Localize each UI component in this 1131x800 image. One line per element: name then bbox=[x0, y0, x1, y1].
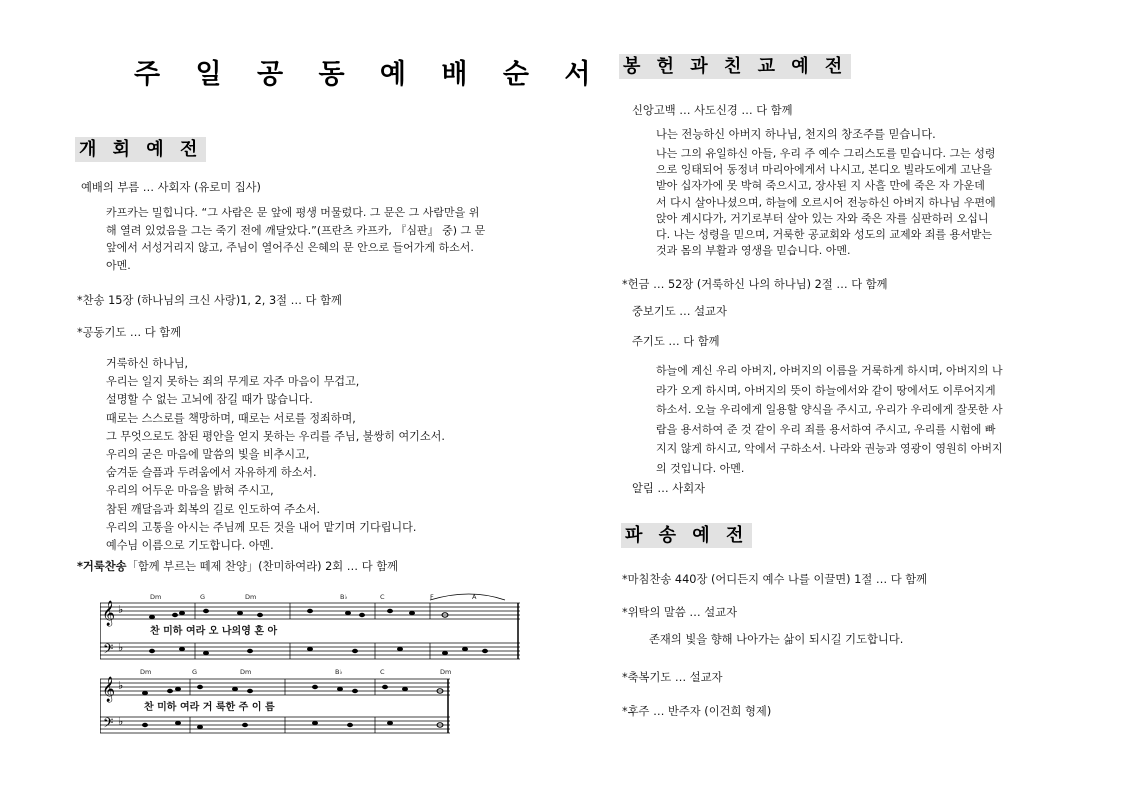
lyrics-line: 찬 미하 여라 거 룩한 주 이 름 bbox=[144, 702, 275, 713]
creed-first-line: 나는 전능하신 아버지 하나님, 천지의 창조주를 믿습니다. bbox=[656, 128, 936, 141]
chord-label: Dm bbox=[150, 593, 162, 601]
treble-clef-icon: 𝄞 bbox=[102, 601, 116, 626]
call-line: 앞에서 서성거리지 않고, 주님이 열어주신 은혜의 문 안으로 들어가게 하소서. bbox=[106, 241, 474, 254]
offering-hymn-line: *헌금 … 52장 (거룩하신 나의 하나님) 2절 … 다 함께 bbox=[622, 278, 888, 291]
hymn-line: *찬송 15장 (하나님의 크신 사랑)1, 2, 3절 … 다 함께 bbox=[77, 294, 342, 307]
chord-label: Dm bbox=[440, 668, 452, 676]
sheet-music bbox=[100, 586, 520, 736]
chord-label: C bbox=[380, 593, 385, 601]
lords-prayer-line: 지지 않게 하시고, 악에서 구하소서. 나라와 권능과 영광이 영원히 아버지 bbox=[656, 442, 1003, 456]
prayer-line: 우리의 어두운 마음을 밝혀 주시고, bbox=[106, 484, 274, 498]
chord-label: A bbox=[472, 593, 477, 601]
creed-line: 나는 그의 유일하신 아들, 우리 주 예수 그리스도를 믿습니다. 그는 성령 bbox=[656, 147, 996, 160]
creed-label: 신앙고백 … 사도신경 … 다 함께 bbox=[632, 104, 793, 117]
chord-label: C bbox=[380, 668, 385, 676]
sheet-music-svg bbox=[100, 586, 520, 736]
chord-label: B♭ bbox=[335, 668, 343, 676]
commission-label: *위탁의 말씀 … 설교자 bbox=[622, 606, 738, 619]
call-line: 해 열려 있었음을 그는 죽기 전에 깨달았다.”(프란츠 카프카, 『심판』 중) 그 문 bbox=[106, 223, 486, 237]
commission-text: 존재의 빛을 향해 나아가는 삶이 되시길 기도합니다. bbox=[649, 633, 904, 646]
creed-line: 으로 잉태되어 동정녀 마리아에게서 나시고, 본디오 빌라도에게 고난을 bbox=[656, 163, 993, 177]
staff-bass-2 bbox=[100, 717, 450, 733]
creed-line: 받아 십자가에 못 박혀 죽으시고, 장사된 지 사흘 만에 죽은 자 가운데 bbox=[656, 179, 985, 193]
prayer-line: 숨겨둔 슬픔과 두려움에서 자유하게 하소서. bbox=[106, 466, 317, 480]
prayer-line: 설명할 수 없는 고뇌에 잠길 때가 많습니다. bbox=[106, 393, 313, 407]
flat-icon: ♭ bbox=[118, 679, 124, 692]
prayer-line: 참된 깨달음과 회복의 길로 인도하여 주소서. bbox=[106, 502, 321, 516]
section-header-opening: 개 회 예 전 bbox=[75, 137, 206, 162]
lords-prayer-line: 라가 오게 하시며, 아버지의 뜻이 하늘에서와 같이 땅에서도 이루어지게 bbox=[656, 383, 996, 397]
page-title: 주 일 공 동 예 배 순 서 bbox=[134, 59, 604, 90]
lords-prayer-text bbox=[656, 361, 1058, 479]
chord-label: Dm bbox=[245, 593, 257, 601]
lords-prayer-line: 람을 용서하여 준 것 같이 우리 죄를 용서하여 주시고, 우리를 시험에 빠 bbox=[656, 422, 996, 436]
chord-label: B♭ bbox=[340, 593, 348, 601]
prayer-line: 우리의 고통을 아시는 주님께 모든 것을 내어 맡기며 기다립니다. bbox=[106, 520, 417, 534]
tie-arc bbox=[430, 594, 505, 600]
postlude-line: *후주 … 반주자 (이건희 형제) bbox=[622, 705, 772, 718]
chord-label: F bbox=[430, 593, 434, 601]
creed-line: 서 다시 살아나셨으며, 하늘에 오르시어 전능하신 아버지 하나님 우편에 bbox=[656, 195, 996, 209]
chord-label: Dm bbox=[240, 668, 252, 676]
holy-song-rest: 「함께 부르는 떼제 찬양」(찬미하여라) 2회 … 다 함께 bbox=[126, 560, 399, 573]
creed-line: 다. 나는 성령을 믿으며, 거룩한 공교회와 성도의 교제와 죄를 용서받는 bbox=[656, 228, 992, 242]
common-prayer bbox=[106, 355, 445, 555]
flat-icon: ♭ bbox=[118, 641, 124, 654]
lords-prayer-line: 하늘에 계신 우리 아버지, 아버지의 이름을 거룩하게 하시며, 아버지의 나 bbox=[656, 364, 1003, 377]
prayer-line: 예수님 이름으로 기도합니다. 아멘. bbox=[106, 539, 274, 553]
call-line: 아멘. bbox=[106, 258, 131, 272]
section-header-sending: 파 송 예 전 bbox=[621, 523, 752, 548]
lords-prayer-line: 하소서. 오늘 우리에게 일용할 양식을 주시고, 우리가 우리에게 잘못한 사 bbox=[656, 403, 1003, 417]
lords-prayer-label: 주기도 … 다 함께 bbox=[632, 335, 720, 348]
holy-song-prefix: *거룩찬송 bbox=[77, 560, 127, 573]
bass-clef-icon: 𝄢 bbox=[103, 715, 114, 734]
chord-label: Dm bbox=[140, 668, 152, 676]
creed-line: 앉아 계시다가, 거기로부터 살아 있는 자와 죽은 자를 심판하러 오십니 bbox=[656, 211, 989, 225]
flat-icon: ♭ bbox=[118, 715, 124, 728]
chord-label: G bbox=[192, 668, 198, 676]
call-line: 카프카는 밀힙니다. “그 사람은 문 앞에 평생 머물렀다. 그 문은 그 사람만을 위 bbox=[106, 206, 480, 219]
prayer-line: 우리는 일지 못하는 죄의 무게로 자주 마음이 무겁고, bbox=[106, 375, 360, 389]
intercession-line: 중보기도 … 설교자 bbox=[632, 305, 727, 318]
call-to-worship-label: 예배의 부름 … 사회자 (유로미 집사) bbox=[81, 181, 261, 194]
prayer-line: 때로는 스스로를 책망하며, 때로는 서로를 정죄하며, bbox=[106, 411, 356, 425]
closing-hymn-line: *마침찬송 440장 (어디든지 예수 나를 이끌면) 1절 … 다 함께 bbox=[622, 573, 928, 586]
treble-clef-icon: 𝄞 bbox=[102, 677, 116, 702]
flat-icon: ♭ bbox=[118, 603, 124, 616]
prayer-line: 그 무엇으로도 참된 평안을 얻지 못하는 우리를 주님, 불쌍히 여기소서. bbox=[106, 429, 445, 443]
prayer-line: 우리의 굳은 마음에 말씀의 빛을 비추시고, bbox=[106, 448, 310, 462]
prayer-line: 거룩하신 하나님, bbox=[106, 357, 189, 370]
bass-clef-icon: 𝄢 bbox=[103, 641, 114, 660]
announcements-line: 알림 … 사회자 bbox=[632, 482, 706, 495]
lords-prayer-line: 의 것입니다. 아멘. bbox=[656, 461, 745, 475]
call-to-worship-text bbox=[106, 204, 514, 274]
creed-line: 것과 몸의 부활과 영생을 믿습니다. 아멘. bbox=[656, 244, 851, 258]
prayer-label: *공동기도 … 다 함께 bbox=[77, 326, 182, 339]
section-header-offering: 봉 헌 과 친 교 예 전 bbox=[619, 54, 851, 79]
chord-label: G bbox=[200, 593, 206, 601]
benediction-line: *축복기도 … 설교자 bbox=[622, 671, 723, 684]
holy-song-line bbox=[77, 559, 398, 574]
lyrics-line: 찬 미하 여라 오 나의영 혼 아 bbox=[150, 626, 278, 637]
creed-text bbox=[656, 146, 1058, 259]
